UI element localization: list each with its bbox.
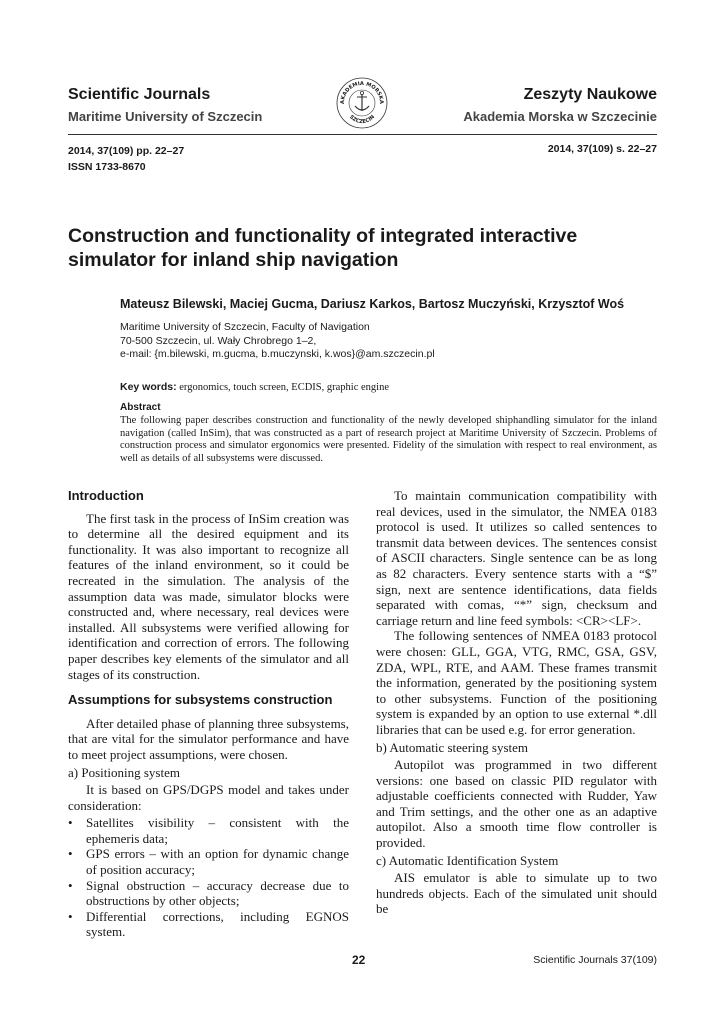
bullet-icon: • (68, 846, 73, 862)
left-column (68, 488, 349, 940)
journal-title-pl: Zeszyty Naukowe (523, 86, 657, 103)
university-name-pl: Akademia Morska w Szczecinie (463, 109, 657, 124)
issn: ISSN 1733-8670 (68, 161, 146, 173)
keywords-label: Key words: (120, 381, 177, 393)
item-positioning-system: a) Positioning system (68, 764, 180, 780)
page-number: 22 (352, 953, 366, 967)
abstract-heading: Abstract (120, 402, 161, 413)
section-heading-introduction: Introduction (68, 488, 144, 503)
nmea-sentences-paragraph: The following sentences of NMEA 0183 protocol were chosen: GLL, GGA, VTG, RMC, GSA, GSV, ZDA, WPL, RTE, and AAM. These frames transmit the information, generated by the positioning system to other subsystems. Function of the positioning system is expanded by an option to use external *.dll libraries that can be used e.g. for error generation. (376, 628, 657, 737)
list-item: • Signal obstruction – accuracy decrease due to obstructions by other objects; (68, 877, 349, 909)
list-item: • Differential corrections, including EGNOS system. (68, 908, 349, 940)
list-item: • Satellites visibility – consistent with the ephemeris data; (68, 815, 349, 846)
bullet-icon: • (68, 815, 73, 831)
positioning-paragraph: It is based on GPS/DGPS model and takes under consideration: (68, 782, 349, 813)
ais-paragraph: AIS emulator is able to simulate up to two hundreds objects. Each of the simulated unit should be (376, 870, 657, 917)
abstract-text: The following paper describes construction and functionality of the newly developed shiphandling simulator for the inland navigation (called InSim), that was constructed as a part of research project at Maritime University of Szczecin. Problems of construction process and simulator ergonomics were presented. Fidelity of the simulation with respect to real environment, as well as details of all subsystems were discussed. (120, 415, 657, 464)
header-divider (68, 134, 657, 135)
authors: Mateusz Bilewski, Maciej Gucma, Dariusz Karkos, Bartosz Muczyński, Krzysztof Woś (120, 297, 625, 311)
article-title (68, 224, 658, 272)
affiliation (120, 321, 435, 362)
seal-text-top: AKADEMIA MORSKA (339, 80, 385, 105)
title-line-2: simulator for inland ship navigation (68, 249, 399, 271)
affiliation-line-2: 70-500 Szczecin, ul. Wały Chrobrego 1–2, (120, 334, 317, 347)
right-column (376, 488, 657, 917)
nmea-paragraph: To maintain communication compatibility with real devices, used in the simulator, the NMEA 0183 protocol is used. It utilizes so called sentences to transmit data between devices. The sentences consist of ASCII characters. Single sentence can be as long as 82 characters. Every sentence starts with a “$” sign, next are sentence identifications, data fields separated with comas, “*” sign, checksum and carriage return and line feed symbols: <CR><LF>. (376, 488, 657, 628)
list-item: • GPS errors – with an option for dynamic change of position accuracy; (68, 846, 349, 878)
journal-title-en: Scientific Journals (68, 86, 211, 103)
item-automatic-steering: b) Automatic steering system (376, 739, 529, 755)
bullet-icon: • (68, 877, 73, 893)
university-seal-icon (335, 76, 389, 130)
seal-text-bottom: SZCZECIN (347, 114, 377, 126)
section-heading-assumptions: Assumptions for subsystems construction (68, 692, 333, 708)
bullet-icon: • (68, 908, 73, 924)
title-line-1: Construction and functionality of integrated interactive (68, 225, 578, 247)
autopilot-paragraph: Autopilot was programmed in two different versions: one based on classic PID regulator with adjustable coefficients connected with Rudder, Yaw and Trim settings, and the other one as an adaptive autopilot. Also a smooth time flow controller is provided. (376, 757, 657, 851)
assumptions-paragraph: After detailed phase of planning three subsystems, that are vital for the simulator performance and have to meet project assumptions, were chosen. (68, 715, 349, 762)
citation-pl: 2014, 37(109) s. 22–27 (547, 143, 657, 155)
positioning-bullet-list (68, 815, 349, 940)
citation-en: 2014, 37(109) pp. 22–27 (68, 145, 185, 157)
keywords (120, 381, 389, 393)
item-ais: c) Automatic Identification System (376, 852, 559, 868)
affiliation-line-1: Maritime University of Szczecin, Faculty of Navigation (120, 321, 370, 333)
university-name-en: Maritime University of Szczecin (68, 109, 263, 124)
affiliation-email: e-mail: {m.bilewski, m.gucma, b.muczynski, k.wos}@am.szczecin.pl (120, 348, 435, 360)
footer-journal: Scientific Journals 37(109) (533, 954, 657, 966)
keywords-text: ergonomics, touch screen, ECDIS, graphic engine (176, 382, 389, 393)
citation-left (68, 143, 184, 175)
intro-paragraph: The first task in the process of InSim creation was to determine all the desired equipment and its functionality. It was also important to recognize all features of the inland environment, so it could be recreated in the simulation. The analysis of the assumption data was made, simulator blocks were constructed and, where necessary, real devices were installed. All subsystems were verified allowing for identification and correction of errors. The following paper describes key elements of the simulator and all stages of its construction. (68, 510, 349, 682)
